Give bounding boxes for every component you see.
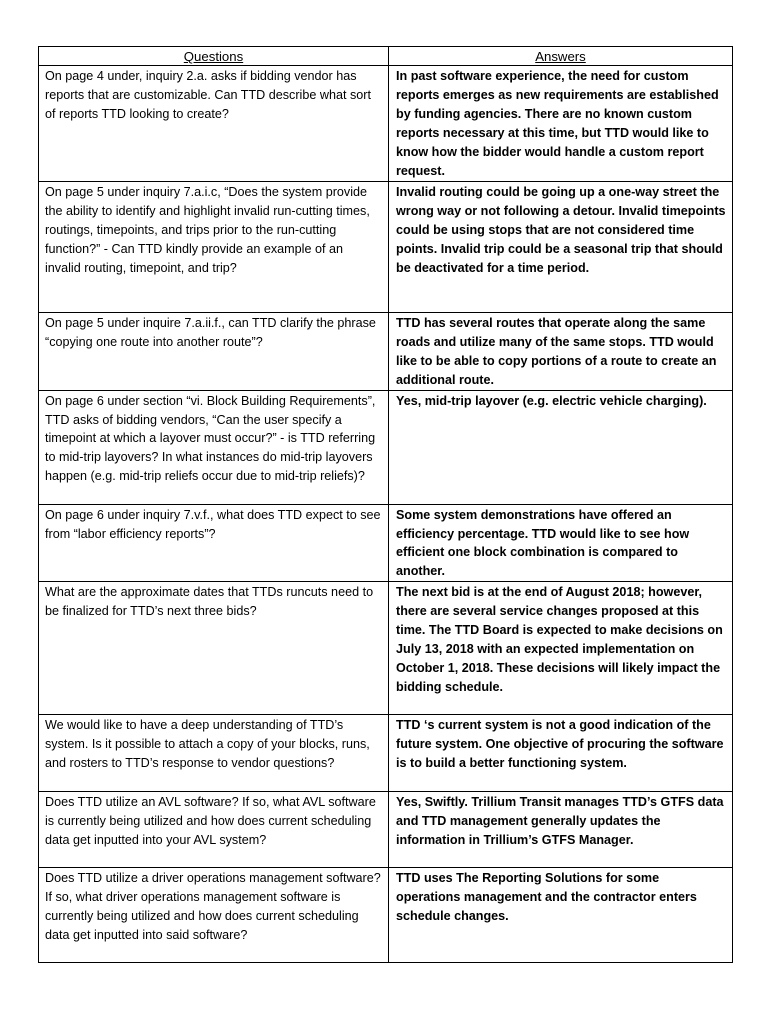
answer-cell: The next bid is at the end of August 2018; however, there are several service changes proposed at this time. The TTD Board is expected to make decisions on July 13, 2018 with an expected implementation on October 1, 2018. These decisions will likely impact the bidding schedule. bbox=[389, 582, 733, 715]
answer-cell: TTD ‘s current system is not a good indication of the future system. One objective of procuring the software is to build a better functioning system. bbox=[389, 715, 733, 792]
answer-cell: Invalid routing could be going up a one-way street the wrong way or not following a detour. Invalid timepoints could be using stops that are not considered time points. Invalid trip could be a seasonal trip that should be deactivated for a time period. bbox=[389, 182, 733, 313]
question-cell: Does TTD utilize a driver operations management software? If so, what driver operations management software is currently being utilized and how does current scheduling data get inputted into said software? bbox=[39, 868, 389, 963]
table-row bbox=[39, 66, 733, 182]
question-cell: On page 5 under inquire 7.a.ii.f., can TTD clarify the phrase “copying one route into another route”? bbox=[39, 313, 389, 391]
header-row bbox=[39, 47, 733, 66]
table-row bbox=[39, 504, 733, 582]
answer-cell: In past software experience, the need for custom reports emerges as new requirements are established by funding agencies. There are no known custom reports necessary at this time, but TTD would like to know how the bidder would handle a custom report request. bbox=[389, 66, 733, 182]
table-row bbox=[39, 582, 733, 715]
question-cell: On page 5 under inquiry 7.a.i.c, “Does the system provide the ability to identify and highlight invalid run-cutting times, routings, timepoints, and trips prior to the run-cutting function?” - Can TTD kindly provide an example of an invalid routing, timepoint, and trip? bbox=[39, 182, 389, 313]
question-cell: What are the approximate dates that TTDs runcuts need to be finalized for TTD’s next three bids? bbox=[39, 582, 389, 715]
table-row bbox=[39, 792, 733, 868]
answer-cell: TTD uses The Reporting Solutions for some operations management and the contractor enters schedule changes. bbox=[389, 868, 733, 963]
qa-table bbox=[38, 46, 733, 963]
answer-cell: TTD has several routes that operate along the same roads and utilize many of the same stops. TTD would like to be able to copy portions of a route to create an additional route. bbox=[389, 313, 733, 391]
answer-cell: Some system demonstrations have offered an efficiency percentage. TTD would like to see how efficient one block combination is compared to another. bbox=[389, 504, 733, 582]
question-cell: On page 6 under section “vi. Block Building Requirements”, TTD asks of bidding vendors, “Can the user specify a timepoint at which a layover must occur?” - is TTD referring to mid-trip layovers? In what instances do mid-trip layovers happen (e.g. mid-trip reliefs occur due to mid-trip reliefs)? bbox=[39, 390, 389, 504]
question-cell: We would like to have a deep understanding of TTD’s system. Is it possible to attach a copy of your blocks, runs, and rosters to TTD’s response to vendor questions? bbox=[39, 715, 389, 792]
answer-cell: Yes, Swiftly. Trillium Transit manages TTD’s GTFS data and TTD management generally updates the information in Trillium’s GTFS Manager. bbox=[389, 792, 733, 868]
table-row bbox=[39, 868, 733, 963]
answer-cell: Yes, mid-trip layover (e.g. electric vehicle charging). bbox=[389, 390, 733, 504]
table-row bbox=[39, 182, 733, 313]
table-row bbox=[39, 313, 733, 391]
question-cell: On page 4 under, inquiry 2.a. asks if bidding vendor has reports that are customizable. Can TTD describe what sort of reports TTD looking to create? bbox=[39, 66, 389, 182]
questions-header: Questions bbox=[39, 47, 389, 66]
question-cell: On page 6 under inquiry 7.v.f., what does TTD expect to see from “labor efficiency reports”? bbox=[39, 504, 389, 582]
table-row bbox=[39, 715, 733, 792]
answers-header: Answers bbox=[389, 47, 733, 66]
question-cell: Does TTD utilize an AVL software? If so, what AVL software is currently being utilized and how does current scheduling data get inputted into your AVL system? bbox=[39, 792, 389, 868]
table-row bbox=[39, 390, 733, 504]
